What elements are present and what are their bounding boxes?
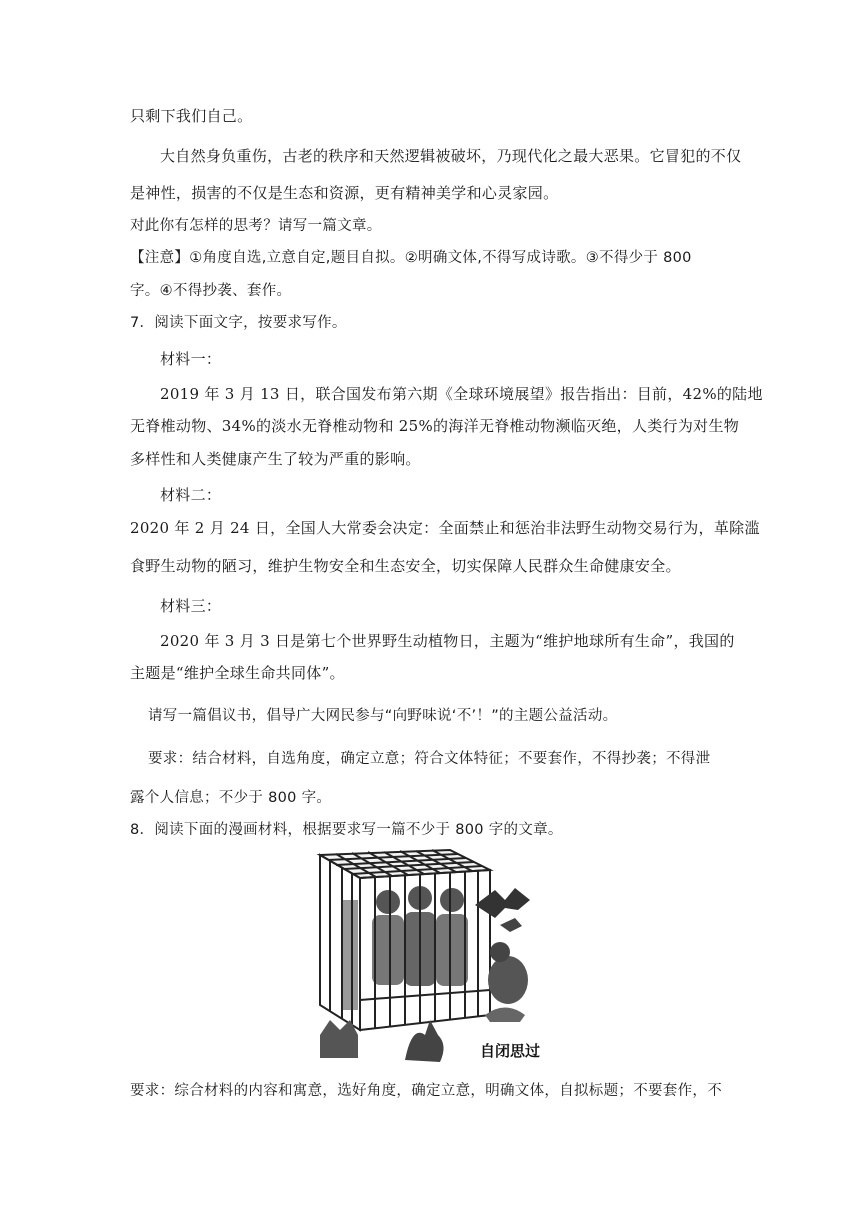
line-11: 多样性和人类健康产生了较为严重的影响。 — [130, 450, 421, 468]
line-18: 请写一篇倡议书，倡导广大网民参与“向野味说‘不’！”的主题公益活动。 — [148, 708, 618, 724]
line-20: 露个人信息；不少于 800 字。 — [130, 790, 332, 806]
line-2: 大自然身负重伤，古老的秩序和天然逻辑被破坏，乃现代化之最大恶果。它冒犯的不仅 — [160, 147, 742, 165]
comic-illustration — [300, 830, 560, 1070]
line-19: 要求：结合材料，自选角度，确定立意；符合文体特征；不要套作，不得抄袭；不得泄 — [148, 751, 711, 767]
question-7-heading: 7．阅读下面文字，按要求写作。 — [130, 315, 347, 331]
material-one-label: 材料一： — [160, 350, 222, 368]
line-5: 【注意】①角度自选,立意自定,题目自拟。②明确文体,不得写成诗歌。③不得少于 800 — [130, 250, 692, 266]
comic-caption: 自闭思过 — [480, 1042, 541, 1060]
line-10: 无脊椎动物、34%的淡水无脊椎动物和 25%的海洋无脊椎动物濒临灭绝，人类行为对生物 — [130, 417, 740, 435]
line-9: 2019 年 3 月 13 日，联合国发布第六期《全球环境展望》报告指出：目前，42%的陆地 — [160, 385, 763, 403]
line-16: 2020 年 3 月 3 日是第七个世界野生动植物日，主题为“维护地球所有生命”，我国的 — [160, 632, 735, 650]
line-14: 食野生动物的陋习，维护生物安全和生态安全，切实保障人民群众生命健康安全。 — [130, 557, 681, 575]
line-17: 主题是“维护全球生命共同体”。 — [130, 664, 345, 682]
line-4: 对此你有怎样的思考？请写一篇文章。 — [130, 218, 382, 234]
line-13: 2020 年 2 月 24 日，全国人大常委会决定：全面禁止和惩治非法野生动物交易行为，革除滥 — [130, 519, 760, 537]
material-three-label: 材料三： — [160, 597, 222, 615]
line-22: 要求：综合材料的内容和寓意，选好角度，确定立意，明确文体，自拟标题；不要套作，不 — [130, 1083, 722, 1099]
line-1: 只剩下我们自己。 — [130, 107, 253, 125]
line-3: 是神性，损害的不仅是生态和资源，更有精神美学和心灵家园。 — [130, 184, 559, 202]
line-6: 字。④不得抄袭、套作。 — [130, 283, 292, 299]
material-two-label: 材料二： — [160, 486, 222, 504]
question-8-heading: 8．阅读下面的漫画材料，根据要求写一篇不少于 800 字的文章。 — [130, 822, 563, 838]
